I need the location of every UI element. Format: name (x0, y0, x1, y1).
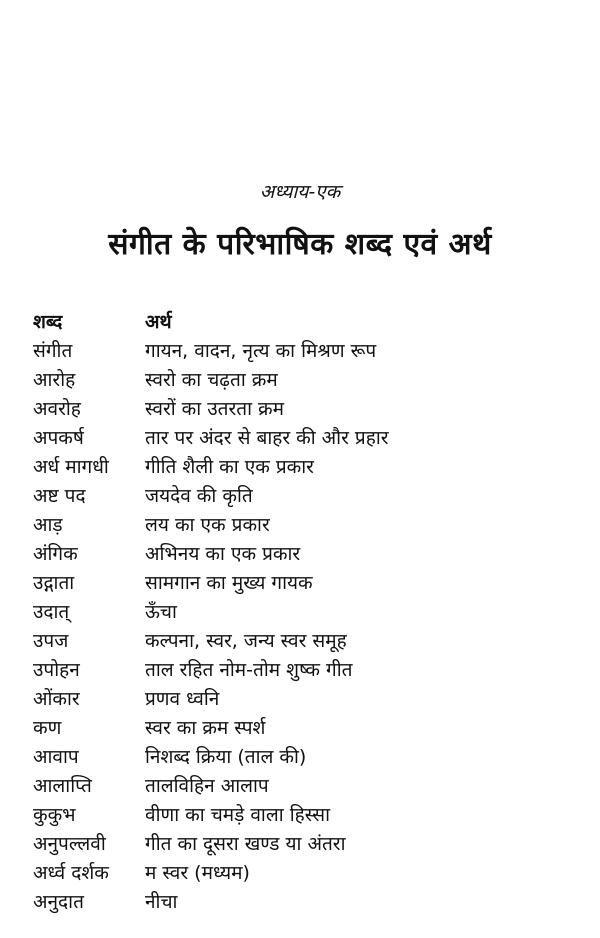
meaning-cell: निशब्द क्रिया (ताल की) (145, 745, 307, 768)
glossary-row (33, 480, 573, 509)
term-cell: आवाप (33, 745, 79, 768)
term-cell: संगीत (33, 339, 73, 362)
meaning-cell: गायन, वादन, नृत्य का मिश्रण रूप (145, 339, 377, 362)
meaning-cell: स्वरो का चढ़ता क्रम (145, 368, 278, 391)
meaning-cell: ऊँचा (145, 600, 177, 623)
term-cell: अर्ध्व दर्शक (33, 861, 109, 884)
meaning-cell: वीणा का चमड़े वाला हिस्सा (145, 803, 331, 826)
glossary-row (33, 683, 573, 712)
meaning-column-header: अर्थ (145, 310, 172, 333)
meaning-cell: कल्पना, स्वर, जन्य स्वर समूह (145, 629, 347, 652)
glossary-table (33, 306, 573, 915)
meaning-cell: लय का एक प्रकार (145, 513, 270, 536)
meaning-cell: अभिनय का एक प्रकार (145, 542, 301, 565)
glossary-row (33, 770, 573, 799)
glossary-row (33, 509, 573, 538)
meaning-cell: जयदेव की कृति (145, 484, 253, 507)
term-cell: आरोह (33, 368, 76, 391)
term-cell: उद्गाता (33, 571, 75, 594)
glossary-row (33, 741, 573, 770)
glossary-row (33, 712, 573, 741)
term-cell: अनुदात (33, 890, 84, 913)
glossary-row (33, 422, 573, 451)
term-cell: उपोहन (33, 658, 80, 681)
glossary-row (33, 451, 573, 480)
meaning-cell: स्वर का क्रम स्पर्श (145, 716, 266, 739)
glossary-row (33, 828, 573, 857)
term-cell: अर्ध मागधी (33, 455, 109, 478)
term-cell: आड़ (33, 513, 63, 536)
chapter-title: संगीत के परिभाषिक शब्द एवं अर्थ (108, 227, 492, 262)
glossary-row (33, 393, 573, 422)
term-cell: कुकुभ (33, 803, 76, 826)
chapter-label: अध्याय-एक (259, 181, 341, 203)
glossary-row (33, 799, 573, 828)
term-cell: उदात् (33, 600, 70, 623)
term-column-header: शब्द (33, 310, 63, 333)
glossary-row (33, 364, 573, 393)
meaning-cell: गीत का दूसरा खण्ड या अंतरा (145, 832, 346, 855)
meaning-cell: ताल रहित नोम-तोम शुष्क गीत (145, 658, 353, 681)
meaning-cell: तार पर अंदर से बाहर की और प्रहार (145, 426, 389, 449)
term-cell: अवरोह (33, 397, 81, 420)
term-cell: अनुपल्लवी (33, 832, 106, 855)
glossary-header-row (33, 306, 573, 335)
meaning-cell: नीचा (145, 890, 178, 913)
glossary-row (33, 335, 573, 364)
term-cell: अष्ट पद (33, 484, 86, 507)
term-cell: अंगिक (33, 542, 78, 565)
term-cell: आलाप्ति (33, 774, 92, 797)
meaning-cell: सामगान का मुख्य गायक (145, 571, 313, 594)
term-cell: उपज (33, 629, 69, 652)
glossary-row (33, 886, 573, 915)
meaning-cell: गीति शैली का एक प्रकार (145, 455, 314, 478)
meaning-cell: प्रणव ध्वनि (145, 687, 220, 710)
meaning-cell: तालविहिन आलाप (145, 774, 269, 797)
glossary-row (33, 625, 573, 654)
glossary-row (33, 596, 573, 625)
meaning-cell: स्वरों का उतरता क्रम (145, 397, 284, 420)
term-cell: ओंकार (33, 687, 80, 710)
term-cell: अपकर्ष (33, 426, 84, 449)
term-cell: कण (33, 716, 62, 739)
meaning-cell: म स्वर (मध्यम) (145, 861, 250, 884)
glossary-row (33, 857, 573, 886)
glossary-row (33, 538, 573, 567)
glossary-row (33, 567, 573, 596)
glossary-row (33, 654, 573, 683)
